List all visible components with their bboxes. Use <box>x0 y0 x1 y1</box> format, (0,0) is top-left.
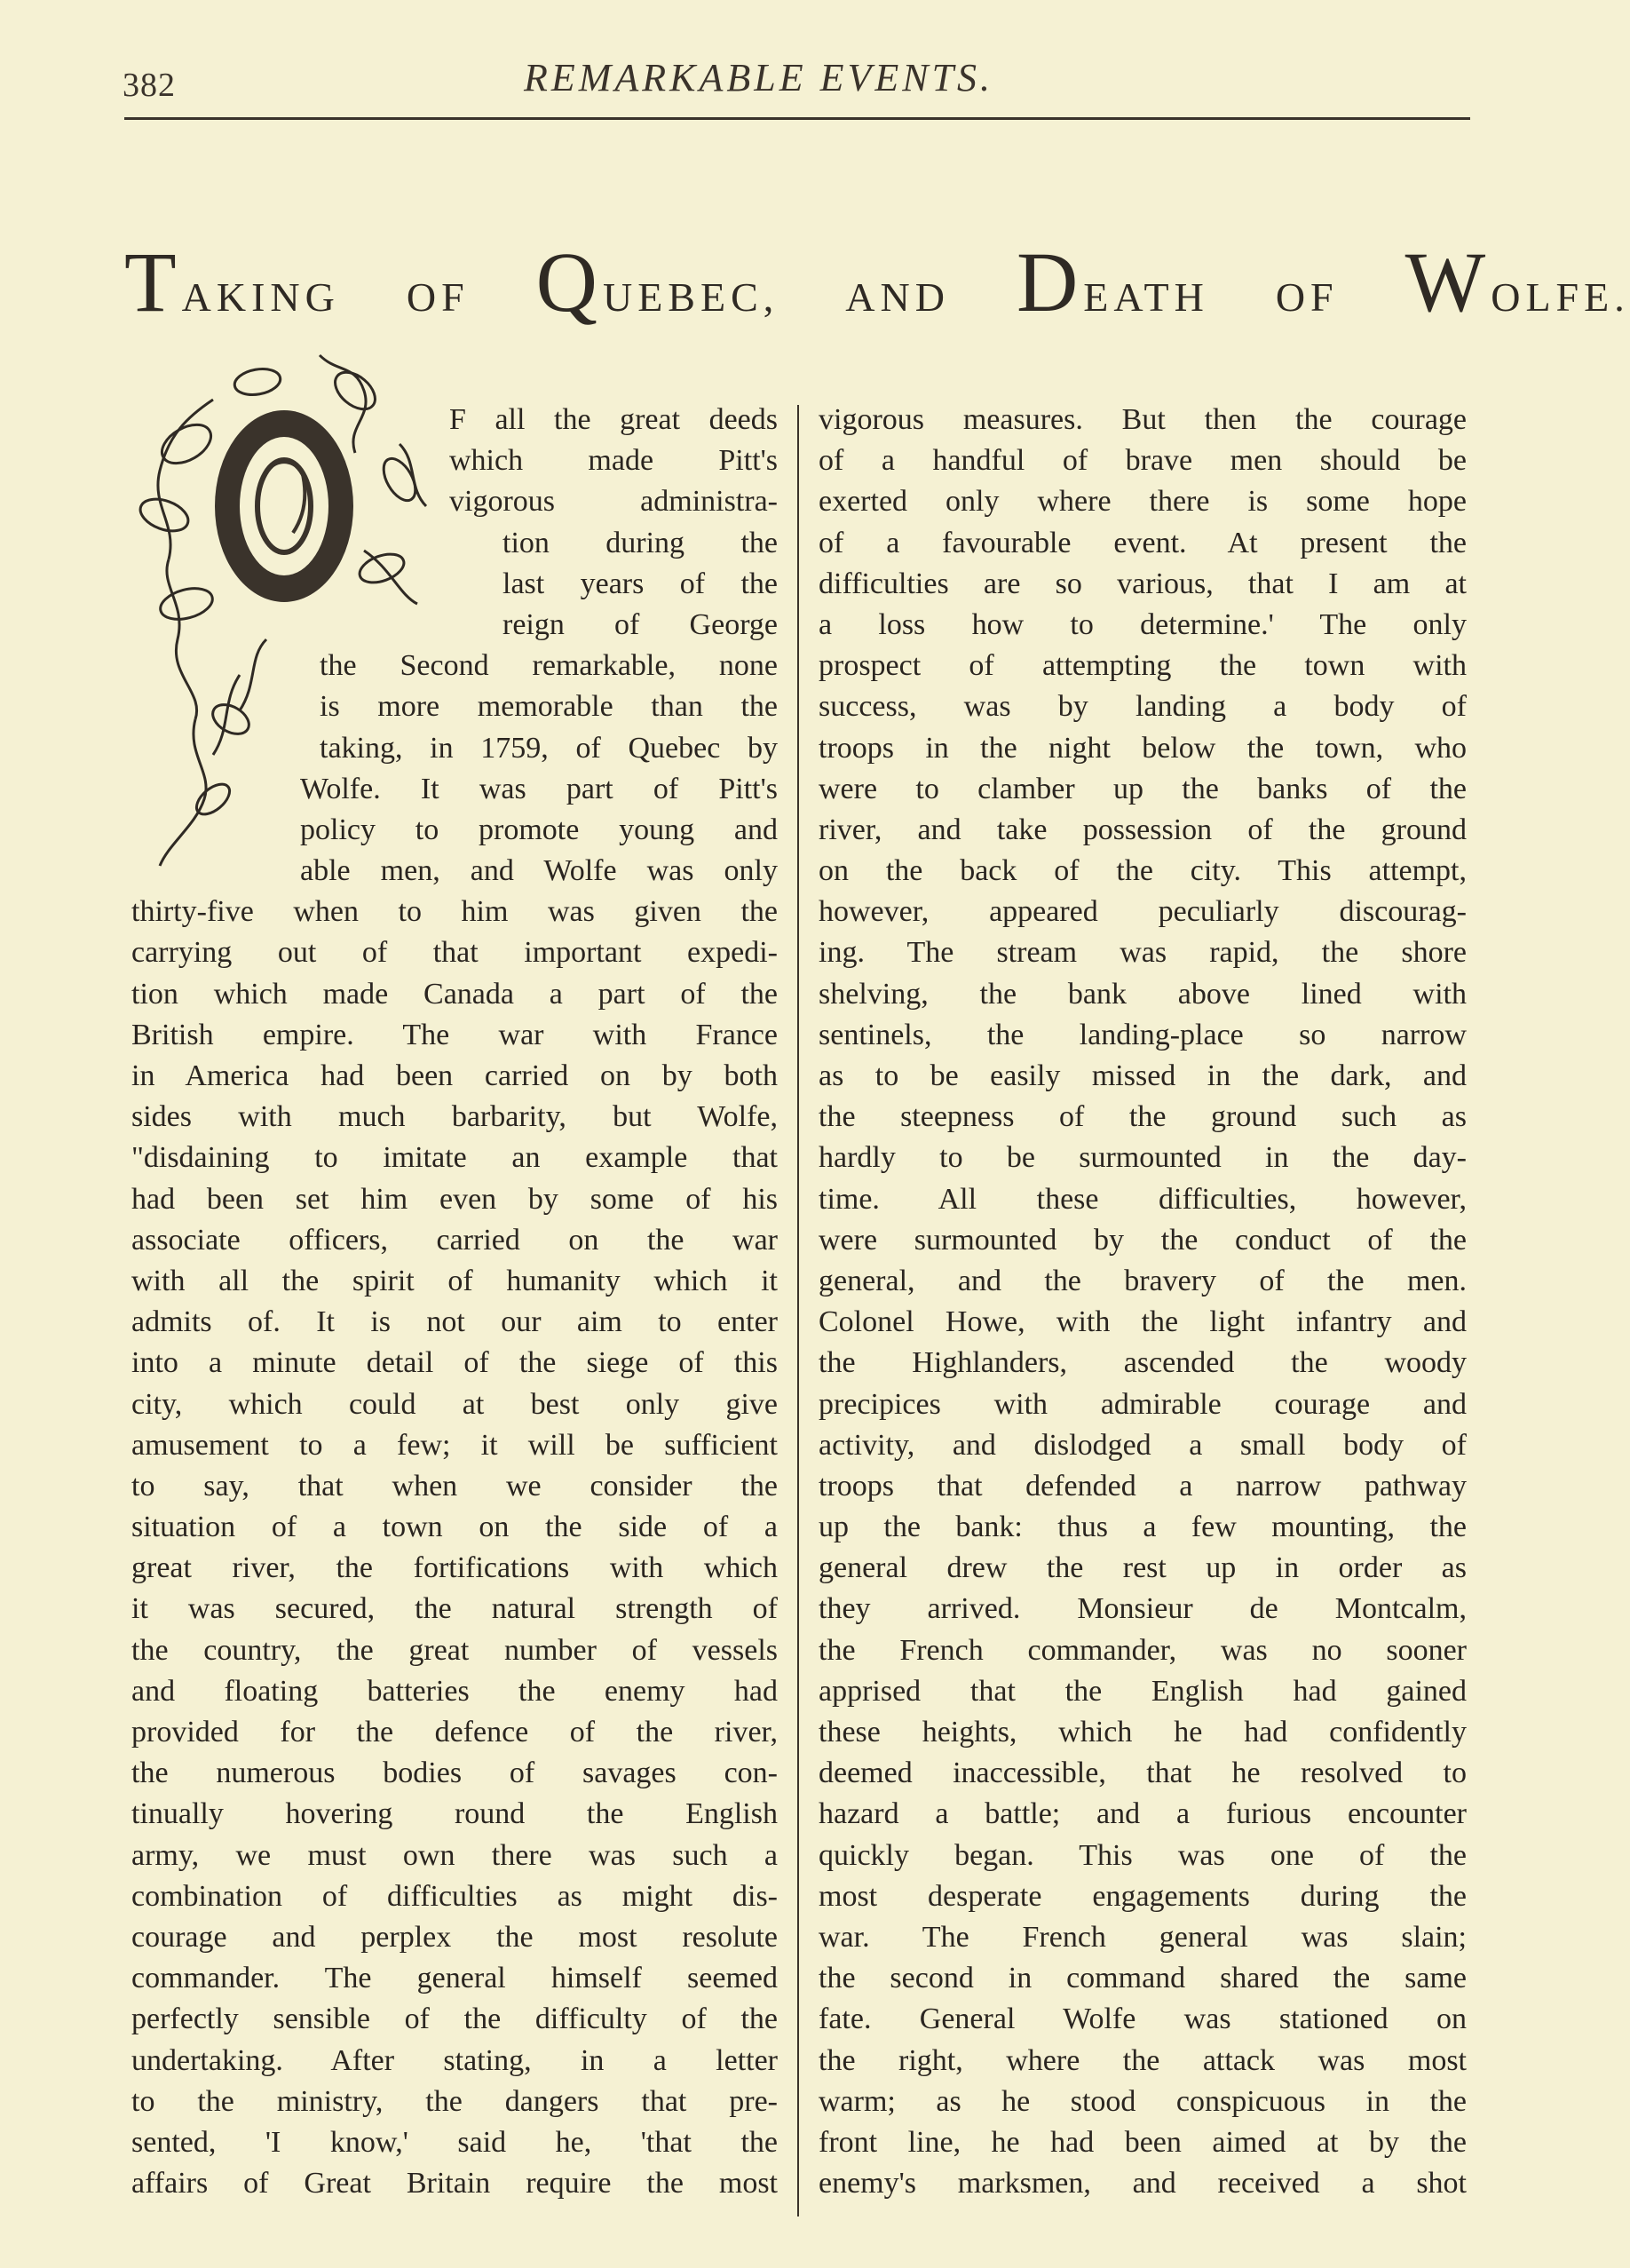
text-line: they arrived. Monsieur de Montcalm, <box>819 1592 1467 1626</box>
column-rule <box>797 405 799 2216</box>
text-line: in America had been carried on by both <box>131 1059 778 1092</box>
text-line: with all the spirit of humanity which it <box>131 1264 778 1297</box>
text-line: general, and the bravery of the men. <box>819 1264 1467 1297</box>
text-line: commander. The general himself seemed <box>131 1962 778 1995</box>
left-column <box>131 400 778 2204</box>
text-line: however, appeared peculiarly discourag- <box>819 895 1467 929</box>
text-line: admits of. It is not our aim to enter <box>131 1305 778 1339</box>
text-line: which made Pitt's <box>449 444 778 478</box>
text-line: hardly to be surmounted in the day- <box>819 1141 1467 1175</box>
text-line: taking, in 1759, of Quebec by <box>320 731 778 765</box>
text-line: exerted only where there is some hope <box>819 485 1467 519</box>
title-word: AND <box>845 274 950 320</box>
text-line: able men, and Wolfe was only <box>300 854 778 888</box>
text-line: great river, the fortifications with which <box>131 1551 778 1585</box>
text-line: last years of the <box>502 567 778 600</box>
text-line: the French commander, was no sooner <box>819 1633 1467 1667</box>
text-line: and floating batteries the enemy had <box>131 1674 778 1708</box>
text-line: is more memorable than the <box>320 690 778 724</box>
title-word: TAKING <box>124 234 340 329</box>
running-title: REMARKABLE EVENTS. <box>524 56 994 99</box>
text-line: vigorous measures. But then the courage <box>819 403 1467 436</box>
text-line: the Second remarkable, none <box>320 649 778 683</box>
text-line: tion during the <box>502 526 778 559</box>
text-line: courage and perplex the most resolute <box>131 1920 778 1954</box>
text-line: reign of George <box>502 607 778 641</box>
text-line: Colonel Howe, with the light infantry and <box>819 1305 1467 1339</box>
text-line: provided for the defence of the river, <box>131 1716 778 1749</box>
page-number: 382 <box>123 67 176 104</box>
title-word: WOLFE. <box>1404 234 1630 329</box>
text-line: fate. General Wolfe was stationed on <box>819 2002 1467 2036</box>
text-line: sented, 'I know,' said he, 'that the <box>131 2125 778 2159</box>
text-line: enemy's marksmen, and received a shot <box>819 2167 1467 2201</box>
title-word: DEATH <box>1016 234 1209 329</box>
text-line: into a minute detail of the siege of this <box>131 1346 778 1380</box>
text-line: hazard a battle; and a furious encounter <box>819 1797 1467 1831</box>
text-line: quickly began. This was one of the <box>819 1838 1467 1872</box>
text-line: prospect of attempting the town with <box>819 649 1467 683</box>
text-line: success, was by landing a body of <box>819 690 1467 724</box>
text-line: combination of difficulties as might dis- <box>131 1879 778 1913</box>
header-rule <box>124 117 1470 120</box>
text-line: ing. The stream was rapid, the shore <box>819 936 1467 970</box>
text-line: precipices with admirable courage and <box>819 1387 1467 1421</box>
text-line: river, and take possession of the ground <box>819 813 1467 846</box>
chapter-title <box>124 233 1630 331</box>
text-line: "disdaining to imitate an example that <box>131 1141 778 1175</box>
text-line: a loss how to determine.' The only <box>819 607 1467 641</box>
text-line: undertaking. After stating, in a letter <box>131 2043 778 2077</box>
text-line: associate officers, carried on the war <box>131 1223 778 1257</box>
text-line: amusement to a few; it will be sufficient <box>131 1428 778 1462</box>
text-line: the country, the great number of vessels <box>131 1633 778 1667</box>
text-line: Wolfe. It was part of Pitt's <box>300 772 778 805</box>
text-line: thirty-five when to him was given the <box>131 895 778 929</box>
text-line: deemed inaccessible, that he resolved to <box>819 1757 1467 1790</box>
text-line: vigorous administra- <box>449 485 778 519</box>
text-line: policy to promote young and <box>300 813 778 846</box>
text-line: as to be easily missed in the dark, and <box>819 1059 1467 1092</box>
text-line: apprised that the English had gained <box>819 1674 1467 1708</box>
text-line: time. All these difficulties, however, <box>819 1182 1467 1216</box>
title-word: OF <box>1275 274 1339 320</box>
text-line: troops in the night below the town, who <box>819 731 1467 765</box>
text-line: most desperate engagements during the <box>819 1879 1467 1913</box>
text-line: were to clamber up the banks of the <box>819 772 1467 805</box>
text-line: of a handful of brave men should be <box>819 444 1467 478</box>
text-line: sides with much barbarity, but Wolfe, <box>131 1100 778 1134</box>
text-line: to say, that when we consider the <box>131 1469 778 1503</box>
text-line: city, which could at best only give <box>131 1387 778 1421</box>
text-line: the numerous bodies of savages con- <box>131 1757 778 1790</box>
text-line: general drew the rest up in order as <box>819 1551 1467 1585</box>
text-line: difficulties are so various, that I am at <box>819 567 1467 600</box>
title-word: OF <box>406 274 470 320</box>
text-line: affairs of Great Britain require the most <box>131 2167 778 2201</box>
text-line: situation of a town on the side of a <box>131 1511 778 1544</box>
title-word: QUEBEC, <box>535 234 779 329</box>
text-line: up the bank: thus a few mounting, the <box>819 1511 1467 1544</box>
text-line: warm; as he stood conspicuous in the <box>819 2084 1467 2118</box>
text-line: troops that defended a narrow pathway <box>819 1469 1467 1503</box>
text-line: sentinels, the landing-place so narrow <box>819 1018 1467 1051</box>
text-line: army, we must own there was such a <box>131 1838 778 1872</box>
text-line: perfectly sensible of the difficulty of the <box>131 2002 778 2036</box>
right-column <box>819 400 1467 2204</box>
text-line: of a favourable event. At present the <box>819 526 1467 559</box>
text-line: the right, where the attack was most <box>819 2043 1467 2077</box>
text-line: British empire. The war with France <box>131 1018 778 1051</box>
text-line: had been set him even by some of his <box>131 1182 778 1216</box>
text-line: on the back of the city. This attempt, <box>819 854 1467 888</box>
text-line: front line, he had been aimed at by the <box>819 2125 1467 2159</box>
text-line: war. The French general was slain; <box>819 1920 1467 1954</box>
text-line: the second in command shared the same <box>819 1962 1467 1995</box>
text-line: tion which made Canada a part of the <box>131 977 778 1011</box>
text-line: it was secured, the natural strength of <box>131 1592 778 1626</box>
text-line: to the ministry, the dangers that pre- <box>131 2084 778 2118</box>
text-line: tinually hovering round the English <box>131 1797 778 1831</box>
text-line: the steepness of the ground such as <box>819 1100 1467 1134</box>
text-line: carrying out of that important expedi- <box>131 936 778 970</box>
text-line: shelving, the bank above lined with <box>819 977 1467 1011</box>
text-line: F all the great deeds <box>449 403 778 436</box>
text-line: were surmounted by the conduct of the <box>819 1223 1467 1257</box>
text-line: the Highlanders, ascended the woody <box>819 1346 1467 1380</box>
text-line: these heights, which he had confidently <box>819 1716 1467 1749</box>
text-line: activity, and dislodged a small body of <box>819 1428 1467 1462</box>
